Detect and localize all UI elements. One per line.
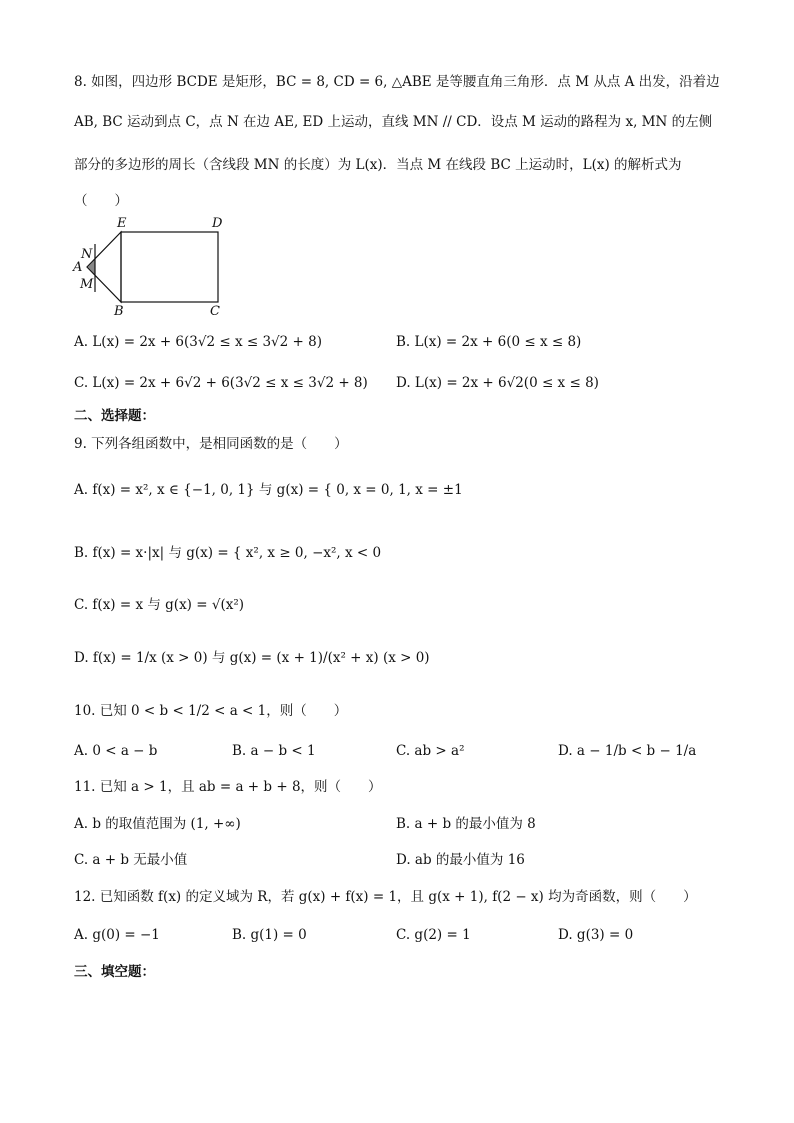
q9-stem: 9. 下列各组函数中，是相同函数的是（ ）: [74, 436, 348, 452]
label-a: A: [73, 260, 83, 275]
section-heading-2: 二、选择题：: [74, 408, 155, 424]
q12-option-b: B. g(1) = 0: [232, 927, 307, 943]
q8-line1: 8. 如图，四边形 BCDE 是矩形，BC = 8, CD = 6, △ABE 是等腰直角三角形．点 M 从点 A 出发，沿着边: [74, 74, 720, 90]
q12-stem: 12. 已知函数 f(x) 的定义域为 R，若 g(x) + f(x) = 1，且 g(x + 1), f(2 − x) 均为奇函数，则（ ）: [74, 889, 697, 905]
q12-option-d: D. g(3) = 0: [558, 927, 634, 943]
section-heading-3: 三、填空题：: [74, 964, 155, 980]
q11-option-d: D. ab 的最小值为 16: [396, 852, 525, 868]
q11-stem: 11. 已知 a > 1，且 ab = a + b + 8，则（ ）: [74, 779, 382, 795]
q10-option-a: A. 0 < a − b: [74, 743, 158, 759]
label-m: M: [80, 277, 94, 292]
label-d: D: [212, 216, 223, 231]
q11-option-b: B. a + b 的最小值为 8: [396, 816, 536, 832]
q9-option-c: C. f(x) = x 与 g(x) = √(x²): [74, 597, 245, 613]
q8-geometry-figure: [70, 214, 240, 324]
q8-option-d: D. L(x) = 2x + 6√2(0 ≤ x ≤ 8): [396, 375, 599, 391]
label-b: B: [114, 304, 124, 319]
q8-answer-blank: （ ）: [74, 193, 128, 209]
q11-option-a: A. b 的取值范围为 (1, +∞): [74, 816, 241, 832]
label-c: C: [210, 304, 220, 319]
q8-option-c: C. L(x) = 2x + 6√2 + 6(3√2 ≤ x ≤ 3√2 + 8): [74, 375, 368, 391]
q8-line2: AB, BC 运动到点 C，点 N 在边 AE, ED 上运动，直线 MN // CD．设点 M 运动的路程为 x, MN 的左侧: [74, 114, 713, 130]
q9-option-d: D. f(x) = 1/x (x > 0) 与 g(x) = (x + 1)/(x² + x) (x > 0): [74, 650, 430, 666]
rectangle-bcde: [121, 232, 218, 302]
q10-option-d: D. a − 1/b < b − 1/a: [558, 743, 697, 759]
q9-option-a: A. f(x) = x², x ∈ {−1, 0, 1} 与 g(x) = { 0, x = 0, 1, x = ±1: [74, 482, 463, 498]
q8-line3: 部分的多边形的周长（含线段 MN 的长度）为 L(x)．当点 M 在线段 BC 上运动时，L(x) 的解析式为: [74, 157, 682, 173]
q8-option-b: B. L(x) = 2x + 6(0 ≤ x ≤ 8): [396, 334, 582, 350]
q10-option-b: B. a − b < 1: [232, 743, 316, 759]
q12-option-c: C. g(2) = 1: [396, 927, 471, 943]
q10-option-c: C. ab > a²: [396, 743, 465, 759]
label-e: E: [117, 216, 127, 231]
q10-stem: 10. 已知 0 < b < 1/2 < a < 1，则（ ）: [74, 703, 348, 719]
label-n: N: [81, 247, 93, 262]
q8-option-a: A. L(x) = 2x + 6(3√2 ≤ x ≤ 3√2 + 8): [74, 334, 323, 350]
q12-option-a: A. g(0) = −1: [74, 927, 160, 943]
q9-option-b: B. f(x) = x·|x| 与 g(x) = { x², x ≥ 0, −x², x < 0: [74, 545, 382, 561]
q11-option-c: C. a + b 无最小值: [74, 852, 188, 868]
